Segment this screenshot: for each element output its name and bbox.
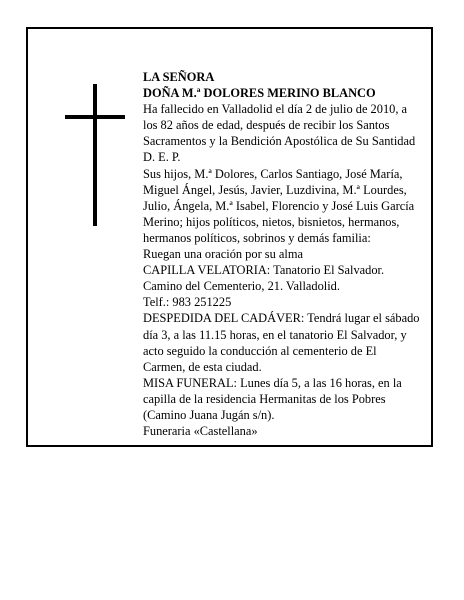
notice-line: Sus hijos, M.ª Dolores, Carlos Santiago, José María, xyxy=(143,166,403,181)
rip-line: D. E. P. xyxy=(143,150,181,165)
notice-line: Camino del Cementerio, 21. Valladolid. xyxy=(143,279,340,294)
notice-line: Sacramentos y la Bendición Apostólica de Su Santidad xyxy=(143,134,416,149)
obituary-notice xyxy=(26,27,433,447)
notice-line: DESPEDIDA DEL CADÁVER: Tendrá lugar el sábado xyxy=(143,311,420,326)
deceased-name: DOÑA M.ª DOLORES MERINO BLANCO xyxy=(143,86,376,101)
cross-bar xyxy=(65,115,125,119)
notice-line: los 82 años de edad, después de recibir los Santos xyxy=(143,118,390,133)
notice-line: (Camino Juana Jugán s/n). xyxy=(143,407,275,422)
notice-line: capilla de la residencia Hermanitas de los Pobres xyxy=(143,391,386,406)
notice-line: hermanos políticos, sobrinos y demás familia: xyxy=(143,230,371,245)
notice-line: día 3, a las 11.15 horas, en el tanatorio El Salvador, y xyxy=(143,327,407,342)
notice-line: CAPILLA VELATORIA: Tanatorio El Salvador. xyxy=(143,263,385,278)
notice-line: Ha fallecido en Valladolid el día 2 de julio de 2010, a xyxy=(143,102,408,117)
notice-line: Ruegan una oración por su alma xyxy=(143,247,303,262)
notice-text xyxy=(143,69,455,439)
notice-line: acto seguido la conducción al cementerio de El xyxy=(143,343,377,358)
notice-line: Merino; hijos políticos, nietos, bisnietos, hermanos, xyxy=(143,214,400,229)
notice-line: Telf.: 983 251225 xyxy=(143,295,232,310)
notice-heading: LA SEÑORA xyxy=(143,70,215,84)
notice-line: Julio, Ángela, M.ª Isabel, Florencio y José Luis García xyxy=(143,198,415,213)
notice-line: Carmen, de esta ciudad. xyxy=(143,359,262,374)
latin-cross-icon xyxy=(93,84,97,226)
notice-line: Miguel Ángel, Jesús, Javier, Luzdivina, M.ª Lourdes, xyxy=(143,182,407,197)
notice-line: MISA FUNERAL: Lunes día 5, a las 16 horas, en la xyxy=(143,375,402,390)
funeral-home-line: Funeraria «Castellana» xyxy=(143,424,258,439)
